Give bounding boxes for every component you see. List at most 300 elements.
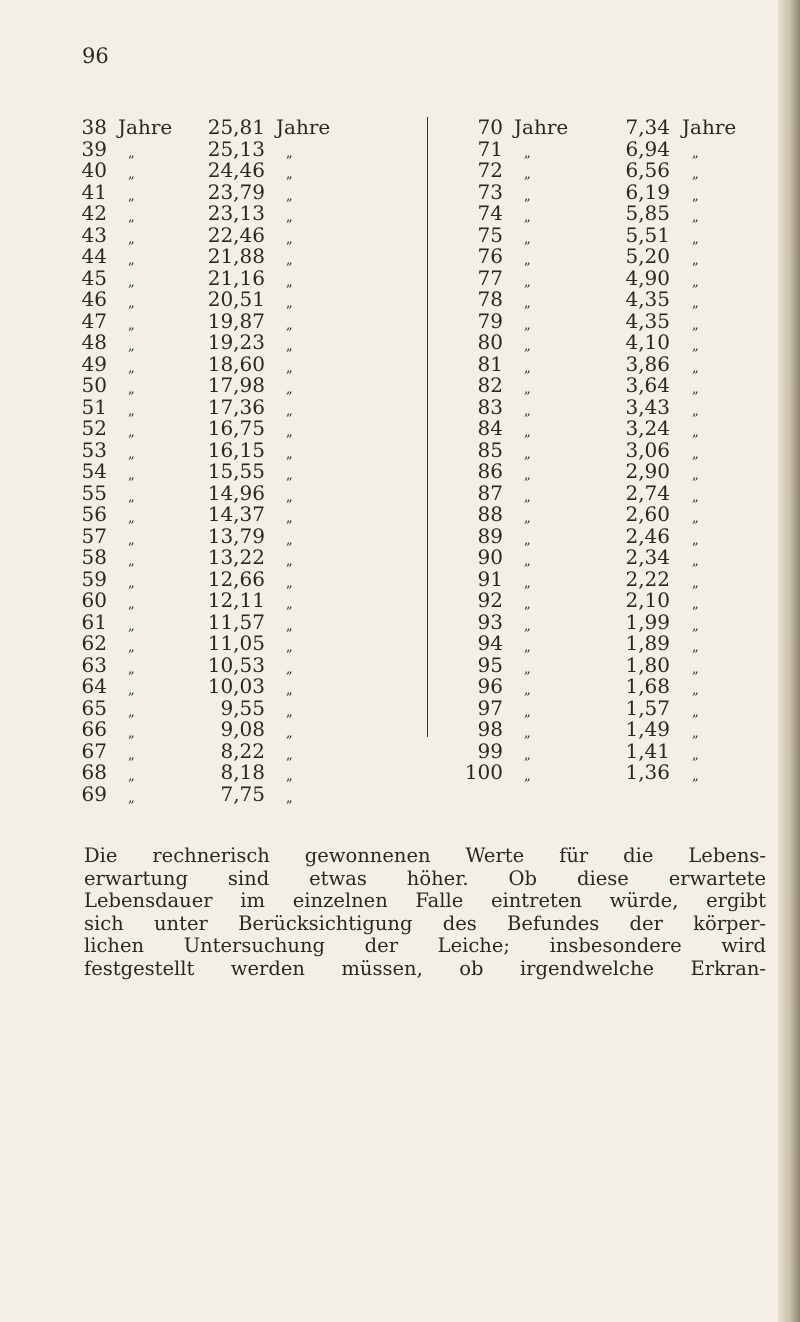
cell-age: 83	[477, 394, 503, 419]
cell-age: 55	[81, 480, 107, 505]
cell-age: 84	[477, 416, 503, 440]
paragraph-line: festgestellt werden müssen, ob irgendwelche Erkran-	[84, 956, 766, 980]
cell-unit: „	[524, 769, 531, 784]
cell-age: 85	[477, 437, 503, 462]
table-column-right	[428, 117, 800, 784]
table-row	[428, 762, 800, 784]
cell-age: 100	[464, 760, 503, 784]
cell-age: 63	[81, 652, 107, 677]
cell-age: 58	[81, 545, 107, 569]
cell-age: 70	[477, 115, 503, 139]
cell-unit: „	[128, 446, 135, 462]
cell-value: 7,34	[625, 115, 670, 139]
cell-unit: „	[128, 253, 135, 268]
table-row	[428, 676, 800, 698]
cell-age: 97	[477, 695, 503, 720]
table-row	[0, 547, 420, 569]
cell-age: 56	[81, 502, 107, 526]
table-row	[0, 504, 420, 526]
cell-age: 98	[477, 717, 503, 741]
table-row	[0, 652, 420, 677]
cell-value: 20,51	[207, 287, 265, 311]
cell-unit: „	[128, 317, 135, 333]
cell-vunit: „	[286, 253, 293, 268]
cell-unit: „	[524, 618, 531, 634]
cell-age: 43	[81, 222, 107, 247]
cell-value: 11,05	[207, 631, 265, 655]
table-row	[0, 117, 420, 139]
cell-unit: „	[524, 317, 531, 333]
cell-age: 54	[81, 459, 107, 483]
cell-unit: „	[128, 274, 135, 290]
cell-value: 1,68	[625, 674, 670, 698]
cell-unit: „	[128, 597, 135, 612]
cell-unit: „	[524, 210, 531, 225]
table-row	[0, 160, 420, 182]
cell-age: 47	[81, 308, 107, 333]
cell-age: 95	[477, 652, 503, 677]
cell-unit: „	[524, 704, 531, 720]
table-row	[0, 566, 420, 591]
cell-vunit: „	[286, 403, 293, 419]
table-row	[428, 136, 800, 161]
cell-unit: „	[128, 210, 135, 225]
cell-vunit: „	[692, 554, 699, 569]
cell-unit: „	[128, 790, 135, 806]
cell-vunit: „	[286, 188, 293, 204]
cell-unit: „	[524, 403, 531, 419]
cell-value: 6,56	[625, 158, 670, 182]
cell-value: 4,90	[625, 265, 670, 290]
cell-unit: „	[524, 274, 531, 290]
table-row	[0, 738, 420, 763]
cell-vunit: „	[286, 575, 293, 591]
cell-vunit: „	[692, 339, 699, 354]
cell-vunit: „	[286, 747, 293, 763]
table-row	[428, 289, 800, 311]
cell-unit: „	[128, 468, 135, 483]
cell-vunit: „	[692, 382, 699, 397]
table-row	[428, 160, 800, 182]
cell-unit: „	[524, 683, 531, 698]
cell-age: 94	[477, 631, 503, 655]
table-row	[428, 308, 800, 333]
table-row	[428, 633, 800, 655]
cell-value: 21,88	[207, 244, 265, 268]
cell-vunit: „	[692, 683, 699, 698]
cell-unit: Jahre	[514, 115, 569, 139]
table-row	[428, 437, 800, 462]
cell-age: 86	[477, 459, 503, 483]
cell-vunit: „	[692, 747, 699, 763]
cell-unit: Jahre	[118, 115, 173, 139]
cell-unit: „	[128, 747, 135, 763]
table-row	[428, 351, 800, 376]
cell-unit: „	[524, 747, 531, 763]
cell-value: 17,36	[207, 394, 265, 419]
cell-age: 68	[81, 760, 107, 784]
table-row	[0, 332, 420, 354]
paragraph-line: Die rechnerisch gewonnenen Werte für die Lebens-	[84, 844, 766, 867]
table-row	[0, 676, 420, 698]
cell-unit: „	[128, 532, 135, 548]
cell-vunit: „	[692, 511, 699, 526]
cell-value: 19,87	[207, 308, 265, 333]
table-row	[428, 738, 800, 763]
cell-unit: „	[128, 640, 135, 655]
cell-unit: „	[524, 360, 531, 376]
cell-vunit: „	[692, 425, 699, 440]
cell-age: 72	[477, 158, 503, 182]
cell-value: 2,74	[625, 480, 670, 505]
table-row	[428, 547, 800, 569]
cell-vunit: „	[286, 554, 293, 569]
cell-vunit: „	[692, 253, 699, 268]
cell-vunit: „	[692, 468, 699, 483]
cell-unit: „	[524, 554, 531, 569]
cell-value: 2,60	[625, 502, 670, 526]
cell-value: 2,46	[625, 523, 670, 548]
cell-value: 2,22	[625, 566, 670, 591]
cell-age: 78	[477, 287, 503, 311]
cell-age: 96	[477, 674, 503, 698]
cell-age: 99	[477, 738, 503, 763]
cell-age: 89	[477, 523, 503, 548]
cell-unit: „	[128, 360, 135, 376]
cell-age: 50	[81, 373, 107, 397]
cell-value: 3,24	[625, 416, 670, 440]
table-row	[428, 394, 800, 419]
cell-value: 24,46	[207, 158, 265, 182]
cell-unit: „	[524, 575, 531, 591]
cell-age: 51	[81, 394, 107, 419]
life-expectancy-table	[0, 115, 800, 806]
cell-vunit: „	[692, 145, 699, 161]
cell-unit: „	[128, 683, 135, 698]
cell-value: 2,10	[625, 588, 670, 612]
cell-vunit: „	[286, 640, 293, 655]
cell-value: 1,49	[625, 717, 670, 741]
table-row	[428, 480, 800, 505]
cell-unit: „	[524, 532, 531, 548]
cell-vunit: „	[286, 661, 293, 677]
table-row	[428, 246, 800, 268]
cell-age: 60	[81, 588, 107, 612]
cell-value: 11,57	[207, 609, 265, 634]
table-row	[428, 652, 800, 677]
table-row	[0, 437, 420, 462]
cell-age: 81	[477, 351, 503, 376]
cell-vunit: „	[692, 489, 699, 505]
body-paragraph	[84, 845, 766, 980]
cell-age: 69	[81, 781, 107, 806]
cell-value: 5,85	[625, 201, 670, 225]
cell-vunit: „	[286, 618, 293, 634]
cell-unit: „	[128, 704, 135, 720]
table-row	[428, 332, 800, 354]
page-edge-shadow	[778, 0, 800, 1322]
cell-value: 14,96	[207, 480, 265, 505]
table-row	[428, 609, 800, 634]
cell-unit: „	[524, 661, 531, 677]
cell-value: 16,75	[207, 416, 265, 440]
cell-value: 5,20	[625, 244, 670, 268]
cell-value: 21,16	[207, 265, 265, 290]
cell-value: 25,13	[207, 136, 265, 161]
cell-unit: „	[128, 403, 135, 419]
cell-vunit: „	[286, 145, 293, 161]
cell-unit: „	[524, 597, 531, 612]
cell-age: 40	[81, 158, 107, 182]
cell-value: 1,89	[625, 631, 670, 655]
paragraph-line: erwartung sind etwas höher. Ob diese erwartete	[84, 866, 766, 890]
table-row	[428, 523, 800, 548]
cell-value: 8,18	[220, 760, 265, 784]
table-row	[428, 117, 800, 139]
cell-unit: „	[128, 726, 135, 741]
cell-age: 48	[81, 330, 107, 354]
cell-unit: „	[128, 145, 135, 161]
cell-age: 80	[477, 330, 503, 354]
table-row	[0, 136, 420, 161]
cell-vunit: Jahre	[682, 115, 737, 139]
table-row	[428, 265, 800, 290]
cell-vunit: „	[286, 511, 293, 526]
cell-age: 41	[81, 179, 107, 204]
cell-value: 23,79	[207, 179, 265, 204]
table-row	[0, 375, 420, 397]
cell-vunit: „	[692, 597, 699, 612]
cell-age: 59	[81, 566, 107, 591]
table-row	[0, 523, 420, 548]
cell-unit: „	[128, 618, 135, 634]
cell-vunit: „	[692, 231, 699, 247]
cell-value: 22,46	[207, 222, 265, 247]
cell-value: 18,60	[207, 351, 265, 376]
cell-value: 2,34	[625, 545, 670, 569]
cell-unit: „	[524, 145, 531, 161]
cell-vunit: „	[286, 382, 293, 397]
cell-value: 1,41	[625, 738, 670, 763]
cell-value: 12,11	[207, 588, 265, 612]
cell-unit: „	[128, 769, 135, 784]
cell-vunit: „	[286, 683, 293, 698]
cell-value: 7,75	[220, 781, 265, 806]
cell-age: 44	[81, 244, 107, 268]
cell-unit: „	[128, 188, 135, 204]
cell-unit: „	[524, 231, 531, 247]
cell-unit: „	[524, 446, 531, 462]
table-row	[428, 719, 800, 741]
cell-value: 14,37	[207, 502, 265, 526]
cell-vunit: „	[692, 167, 699, 182]
cell-value: 8,22	[220, 738, 265, 763]
cell-unit: „	[524, 511, 531, 526]
cell-vunit: „	[286, 597, 293, 612]
cell-vunit: „	[692, 317, 699, 333]
cell-age: 66	[81, 717, 107, 741]
table-row	[428, 203, 800, 225]
cell-vunit: „	[286, 790, 293, 806]
cell-age: 57	[81, 523, 107, 548]
cell-unit: „	[524, 425, 531, 440]
table-row	[0, 781, 420, 806]
cell-age: 42	[81, 201, 107, 225]
cell-vunit: „	[692, 661, 699, 677]
cell-value: 10,03	[207, 674, 265, 698]
cell-age: 62	[81, 631, 107, 655]
cell-vunit: „	[286, 769, 293, 784]
paragraph-line: Lebensdauer im einzelnen Falle eintreten würde, ergibt	[84, 889, 766, 912]
paragraph-line: lichen Untersuchung der Leiche; insbesondere wird	[84, 934, 766, 957]
cell-unit: „	[128, 661, 135, 677]
cell-value: 9,08	[220, 717, 265, 741]
cell-age: 77	[477, 265, 503, 290]
cell-value: 1,57	[625, 695, 670, 720]
table-column-left	[0, 117, 420, 805]
cell-value: 3,06	[625, 437, 670, 462]
cell-vunit: „	[286, 167, 293, 182]
cell-age: 92	[477, 588, 503, 612]
table-row	[428, 695, 800, 720]
table-row	[0, 308, 420, 333]
cell-value: 6,94	[625, 136, 670, 161]
cell-unit: „	[128, 167, 135, 182]
cell-value: 15,55	[207, 459, 265, 483]
cell-unit: „	[524, 468, 531, 483]
cell-unit: „	[128, 339, 135, 354]
cell-vunit: „	[286, 296, 293, 311]
cell-age: 87	[477, 480, 503, 505]
cell-vunit: „	[286, 532, 293, 548]
cell-vunit: „	[286, 704, 293, 720]
cell-value: 13,22	[207, 545, 265, 569]
cell-age: 45	[81, 265, 107, 290]
cell-value: 9,55	[220, 695, 265, 720]
cell-vunit: „	[692, 296, 699, 311]
cell-age: 93	[477, 609, 503, 634]
table-row	[428, 222, 800, 247]
cell-value: 1,99	[625, 609, 670, 634]
table-row	[0, 480, 420, 505]
cell-vunit: „	[692, 403, 699, 419]
cell-value: 3,43	[625, 394, 670, 419]
cell-age: 82	[477, 373, 503, 397]
table-row	[0, 633, 420, 655]
cell-value: 23,13	[207, 201, 265, 225]
cell-value: 5,51	[625, 222, 670, 247]
cell-unit: „	[128, 231, 135, 247]
cell-value: 1,80	[625, 652, 670, 677]
table-row	[0, 265, 420, 290]
cell-age: 88	[477, 502, 503, 526]
cell-vunit: „	[692, 618, 699, 634]
cell-value: 4,10	[625, 330, 670, 354]
cell-vunit: „	[286, 726, 293, 741]
table-row	[0, 222, 420, 247]
cell-age: 61	[81, 609, 107, 634]
cell-age: 67	[81, 738, 107, 763]
cell-value: 3,86	[625, 351, 670, 376]
table-row	[0, 203, 420, 225]
cell-age: 49	[81, 351, 107, 376]
cell-vunit: „	[692, 210, 699, 225]
cell-age: 64	[81, 674, 107, 698]
cell-vunit: „	[286, 210, 293, 225]
cell-age: 53	[81, 437, 107, 462]
paragraph-line: sich unter Berücksichtigung des Befundes der körper-	[84, 911, 766, 935]
cell-age: 79	[477, 308, 503, 333]
table-row	[0, 762, 420, 784]
page-number: 96	[82, 44, 109, 68]
cell-vunit: „	[692, 532, 699, 548]
table-row	[0, 461, 420, 483]
cell-vunit: „	[286, 489, 293, 505]
cell-age: 52	[81, 416, 107, 440]
cell-vunit: „	[286, 468, 293, 483]
cell-vunit: „	[286, 360, 293, 376]
cell-vunit: „	[286, 425, 293, 440]
cell-age: 39	[81, 136, 107, 161]
cell-value: 1,36	[625, 760, 670, 784]
cell-unit: „	[128, 489, 135, 505]
table-row	[428, 418, 800, 440]
table-row	[0, 719, 420, 741]
table-row	[0, 394, 420, 419]
cell-value: 16,15	[207, 437, 265, 462]
cell-vunit: „	[286, 274, 293, 290]
cell-value: 17,98	[207, 373, 265, 397]
cell-vunit: Jahre	[276, 115, 331, 139]
cell-vunit: „	[692, 188, 699, 204]
cell-unit: „	[128, 382, 135, 397]
cell-unit: „	[524, 339, 531, 354]
cell-unit: „	[524, 640, 531, 655]
table-row	[0, 246, 420, 268]
table-row	[428, 590, 800, 612]
cell-unit: „	[524, 188, 531, 204]
table-row	[0, 351, 420, 376]
table-row	[0, 609, 420, 634]
cell-vunit: „	[692, 446, 699, 462]
cell-age: 90	[477, 545, 503, 569]
cell-vunit: „	[692, 726, 699, 741]
cell-age: 73	[477, 179, 503, 204]
cell-vunit: „	[692, 640, 699, 655]
cell-unit: „	[128, 575, 135, 591]
cell-age: 71	[477, 136, 503, 161]
cell-value: 12,66	[207, 566, 265, 591]
table-row	[0, 695, 420, 720]
cell-unit: „	[128, 296, 135, 311]
cell-age: 74	[477, 201, 503, 225]
cell-vunit: „	[692, 274, 699, 290]
cell-value: 3,64	[625, 373, 670, 397]
cell-unit: „	[524, 726, 531, 741]
cell-unit: „	[524, 253, 531, 268]
table-row	[428, 566, 800, 591]
cell-value: 4,35	[625, 308, 670, 333]
table-row	[0, 418, 420, 440]
cell-value: 10,53	[207, 652, 265, 677]
cell-vunit: „	[692, 769, 699, 784]
cell-unit: „	[524, 489, 531, 505]
cell-unit: „	[524, 167, 531, 182]
table-row	[428, 179, 800, 204]
cell-value: 6,19	[625, 179, 670, 204]
table-row	[428, 461, 800, 483]
cell-age: 38	[81, 115, 107, 139]
